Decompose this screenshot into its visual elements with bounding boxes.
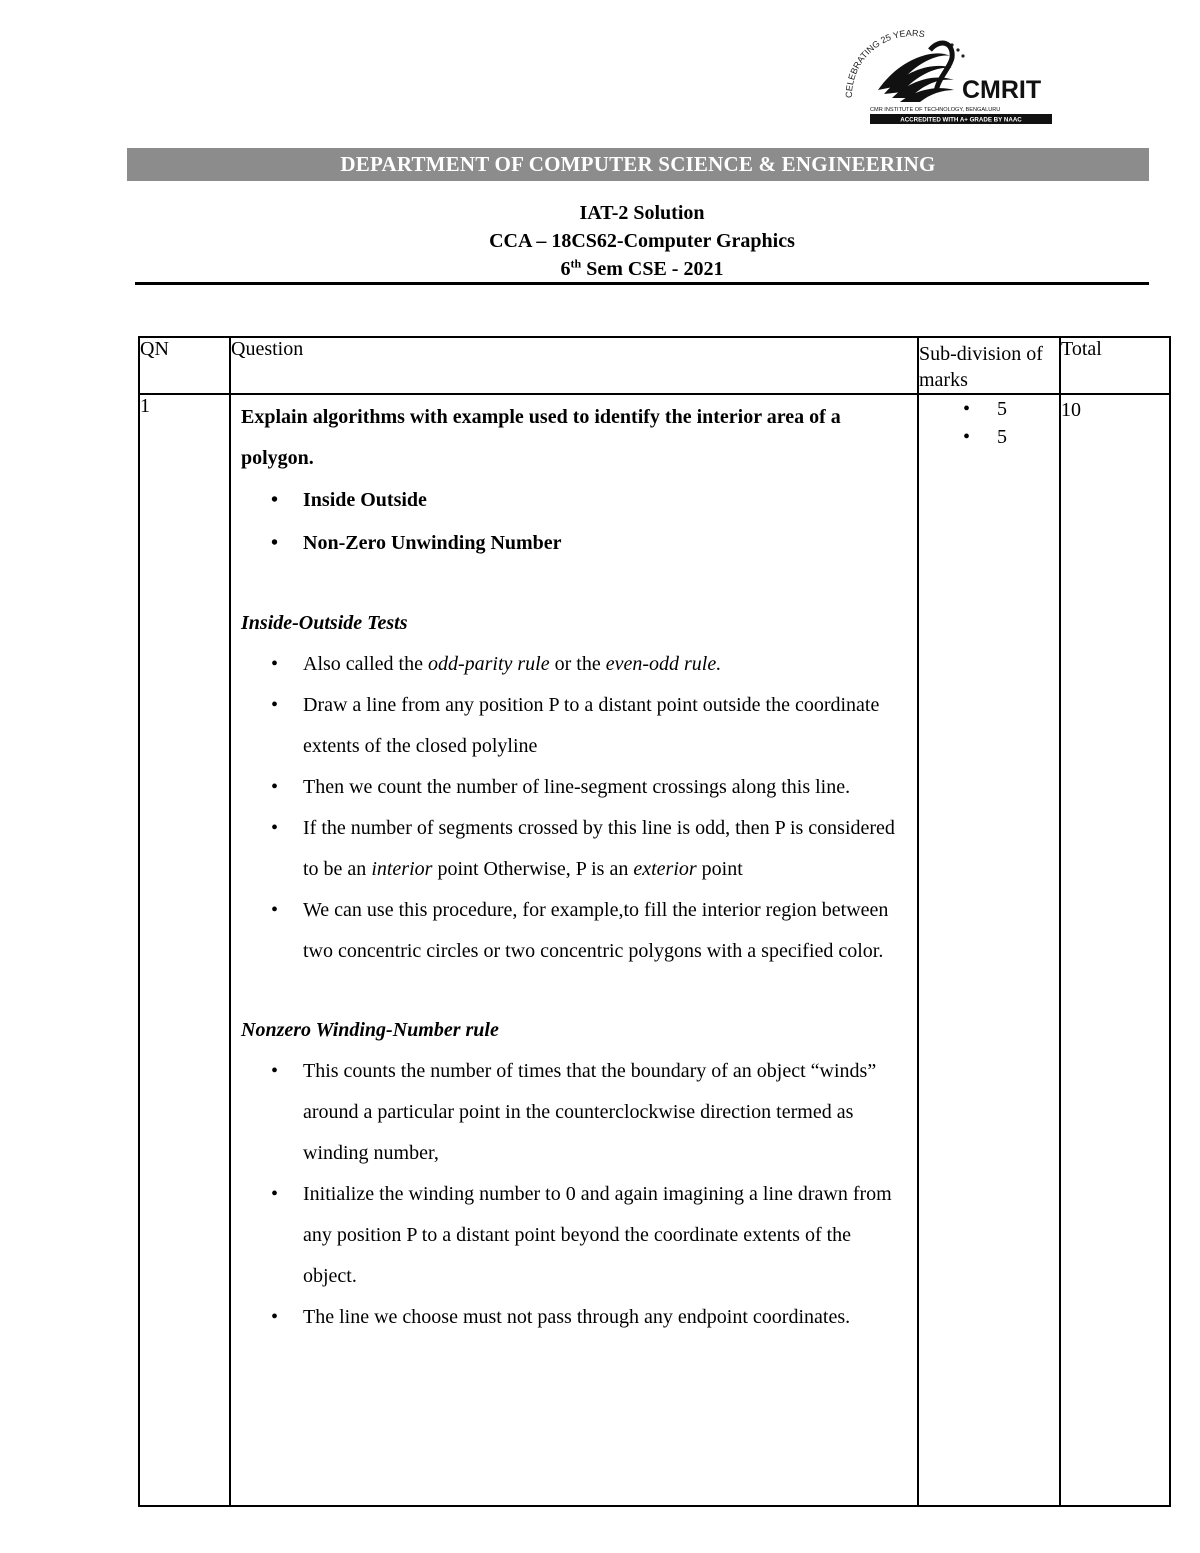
total-marks: 10: [1060, 394, 1170, 1506]
logo-name: CMRIT: [962, 76, 1042, 104]
institution-logo: [840, 28, 1055, 128]
section-title: Nonzero Winding-Number rule: [241, 1019, 499, 1041]
col-header-qn: QN: [139, 337, 230, 394]
subdivision-cell: [918, 394, 1060, 1506]
list-item: • If the number of segments crossed by this line is odd, then P is considered to be an interior point Otherwise, P is an exterior point: [303, 808, 909, 890]
department-title: DEPARTMENT OF COMPUTER SCIENCE & ENGINEERING: [340, 152, 936, 176]
cmrit-logo-graphic: [840, 28, 1055, 128]
sub-marks-list: [919, 395, 1059, 451]
list-item: • Non-Zero Unwinding Number: [303, 522, 909, 565]
list-item: • We can use this procedure, for example,to fill the interior region between two concentric circles or two concentric polygons with a specified color.: [303, 890, 909, 972]
list-item: • The line we choose must not pass through any endpoint coordinates.: [303, 1297, 909, 1338]
col-header-total: Total: [1060, 337, 1170, 394]
list-item: • Also called the odd-parity rule or the even-odd rule.: [303, 644, 909, 685]
col-header-subdivision: Sub-division of marks: [918, 337, 1060, 394]
winding-number-list: [231, 1051, 917, 1338]
list-item: • 5: [997, 423, 1059, 451]
inside-outside-list: [231, 644, 917, 972]
question-parts: [231, 479, 917, 565]
exam-title: IAT-2 Solution: [579, 202, 705, 224]
header-divider: [135, 282, 1149, 285]
table-header-row: [139, 337, 1170, 394]
department-banner: [127, 148, 1149, 181]
question-cell: [230, 394, 918, 1506]
solution-table: [138, 336, 1171, 1507]
question-title: Explain algorithms with example used to identify the interior area of a polygon.: [241, 406, 841, 469]
list-item: • This counts the number of times that the boundary of an object “winds” around a particular point in the counterclockwise direction termed as winding number,: [303, 1051, 909, 1174]
logo-badge: ACCREDITED WITH A+ GRADE BY NAAC: [900, 116, 1022, 124]
course-title: CCA – 18CS62-Computer Graphics: [489, 230, 795, 252]
list-item: • Inside Outside: [303, 479, 909, 522]
logo-subtitle: CMR INSTITUTE OF TECHNOLOGY, BENGALURU: [870, 107, 1001, 113]
list-item: • Initialize the winding number to 0 and again imagining a line drawn from any position P to a distant point beyond the coordinate extents of the object.: [303, 1174, 909, 1297]
table-row: [139, 394, 1170, 1506]
col-header-question: Question: [230, 337, 918, 394]
section-title: Inside-Outside Tests: [241, 612, 408, 634]
logo-arc-text: CELEBRATING 25 YEARS: [843, 28, 926, 99]
question-number: 1: [139, 394, 230, 1506]
semester-line: 6th Sem CSE - 2021: [560, 256, 724, 280]
list-item: • Then we count the number of line-segment crossings along this line.: [303, 767, 909, 808]
list-item: • 5: [997, 395, 1059, 423]
list-item: • Draw a line from any position P to a distant point outside the coordinate extents of the closed polyline: [303, 685, 909, 767]
